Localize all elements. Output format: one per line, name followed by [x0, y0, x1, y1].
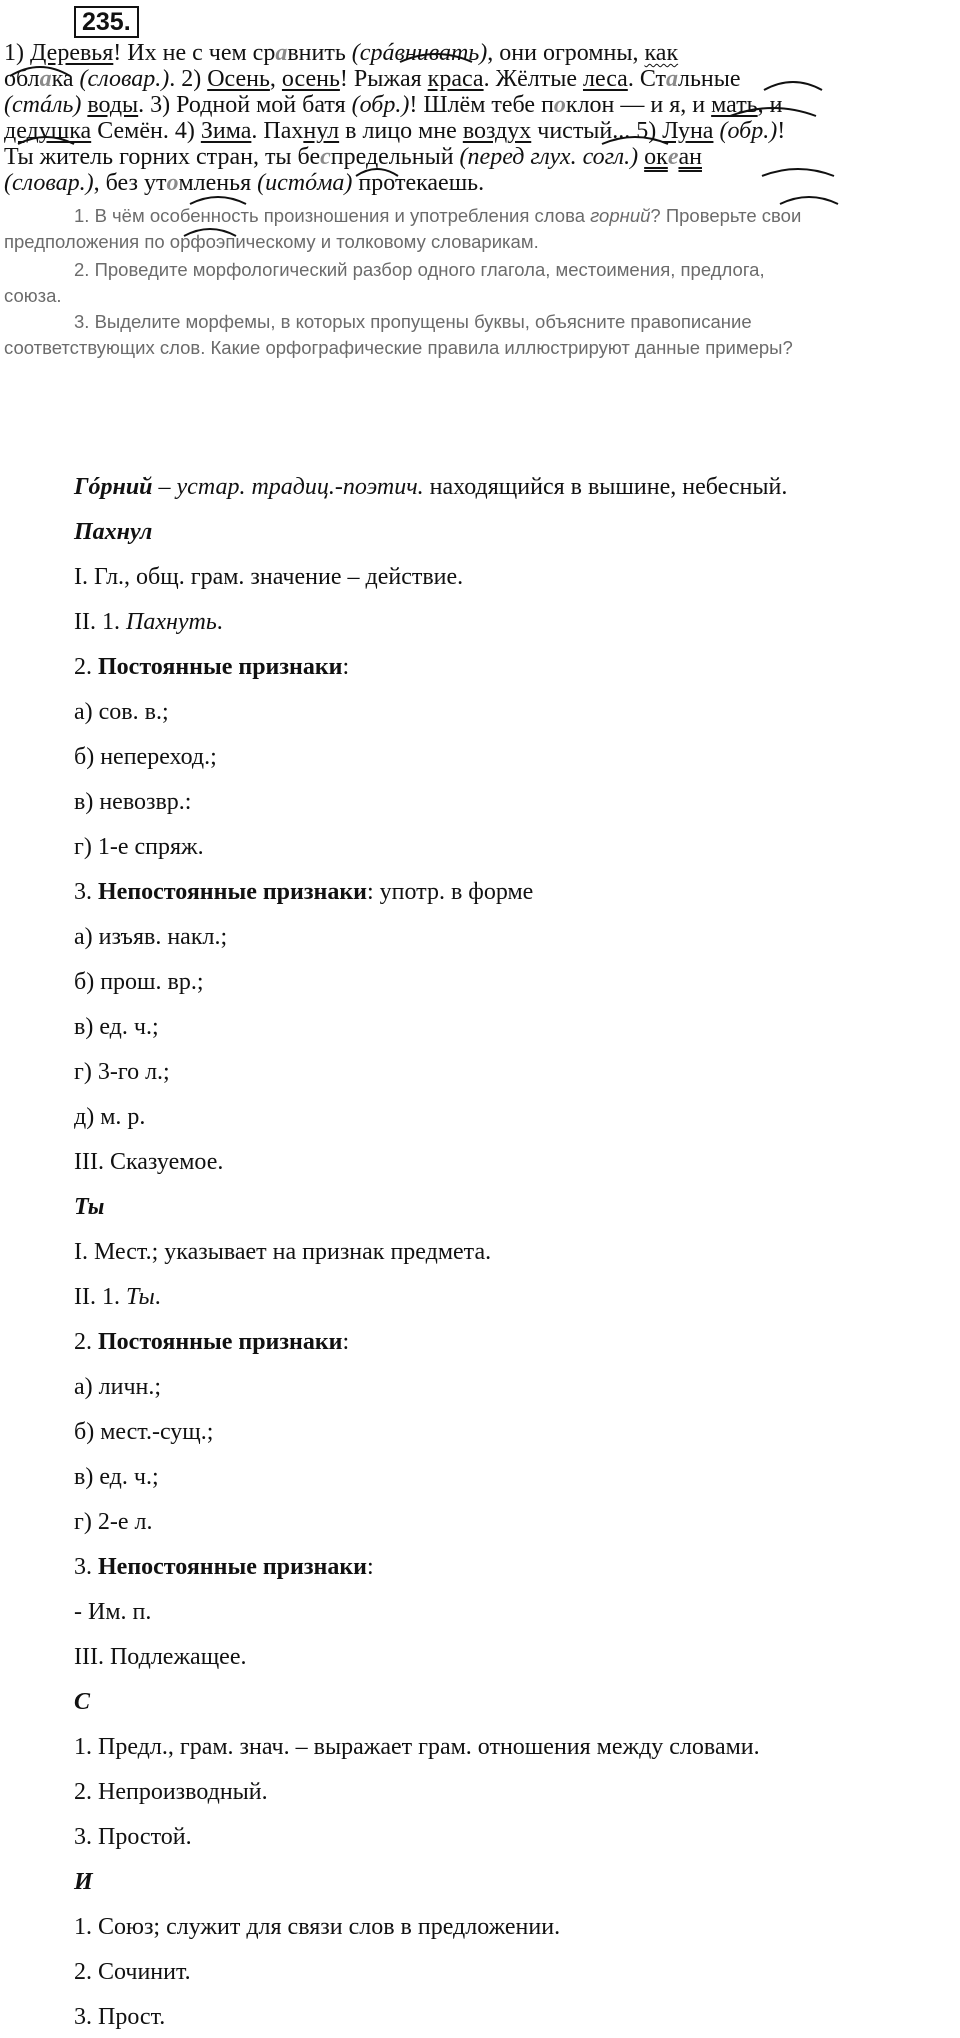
text-run: Семён. 4): [91, 118, 201, 144]
text-run: , они огромны,: [487, 40, 645, 66]
text-run: Гóрний: [74, 474, 153, 500]
answer-line: [74, 1867, 954, 1897]
text-run: 1. В чём особенность произношения и употребления слова: [74, 205, 591, 226]
inserted-letter: о: [166, 170, 179, 196]
inserted-letter: о: [553, 92, 566, 118]
root-arc-mark: [398, 46, 474, 64]
text-run: Постоянные признаки: [98, 654, 343, 680]
answer-line: [74, 877, 954, 907]
text-run: Деревья: [30, 40, 114, 66]
text-run: г) 1-е спряж.: [74, 834, 204, 860]
root-arc-mark: [600, 130, 670, 146]
text-run: II. 1.: [74, 609, 126, 635]
text-run: леса: [582, 66, 628, 92]
answer-line: [74, 472, 954, 502]
answer-line: [74, 1237, 954, 1267]
answer-line: [74, 1327, 954, 1357]
text-run: а) сов. в.;: [74, 699, 169, 725]
answer-line: [74, 1372, 954, 1402]
question-text: [4, 202, 956, 229]
answer-line: [74, 967, 954, 997]
text-run: ,: [269, 66, 282, 92]
text-run: , без ут: [93, 170, 167, 196]
text-run: нул: [303, 118, 340, 144]
text-run: горний: [590, 205, 651, 226]
text-run: б) мест.-сущ.;: [74, 1419, 214, 1445]
text-run: ок: [644, 144, 668, 170]
root-arc-mark: [762, 74, 824, 92]
text-run: 1): [4, 40, 30, 66]
text-run: краса: [427, 66, 484, 92]
text-run: 3. Прост.: [74, 2004, 166, 2030]
text-run: (перед глух. согл.): [459, 144, 639, 170]
text-run: Луна: [662, 118, 714, 144]
text-run: 1. Предл., грам. знач. – выражает грам. отношения между словами.: [74, 1734, 760, 1760]
text-run: 2.: [74, 1329, 98, 1355]
answer-line: [74, 1777, 954, 1807]
inserted-letter: а: [666, 66, 678, 92]
inserted-letter: а: [39, 66, 52, 92]
text-run: ! Их не с чем ср: [113, 40, 276, 66]
question-text-continuation: предположения по орфоэпическому и толковому словарикам.: [4, 231, 539, 252]
root-arc-mark: [16, 130, 76, 146]
text-run: :: [342, 654, 350, 680]
text-run: находящийся в вышине, небесный.: [423, 474, 788, 500]
text-run: . Пах: [251, 118, 304, 144]
text-run: :: [342, 1329, 350, 1355]
text-run: ? Проверьте свои: [650, 205, 802, 226]
text-run: 2. Проведите морфологический разбор одного глагола, местоимения, предлога,: [74, 259, 765, 280]
text-run: (истóма): [257, 170, 353, 196]
text-run: обл: [4, 66, 40, 92]
text-run: ! Рыжая: [339, 66, 428, 92]
text-run: ! Шлём тебе п: [409, 92, 554, 118]
text-run: б) неперех​од.;: [74, 744, 217, 770]
text-run: Непостоянные признаки: [98, 1554, 367, 1580]
answer-line: [74, 1057, 954, 1087]
text-run: (словар.): [4, 170, 94, 196]
text-run: в) ед. ч.;: [74, 1464, 159, 1490]
text-run: Пахнул: [74, 519, 153, 545]
text-run: . Ст: [627, 66, 666, 92]
text-run: 3. Простой.: [74, 1824, 192, 1850]
root-arc-mark: [778, 190, 840, 206]
text-run: Ты: [74, 1194, 105, 1220]
root-arc-mark: [354, 162, 400, 178]
answer-line: [74, 652, 954, 682]
answer-line: [74, 607, 954, 637]
answer-line: [74, 1462, 954, 1492]
root-arc-mark: [182, 222, 238, 238]
text-run: (срáвнивать): [351, 40, 488, 66]
text-run: д) м. р.: [74, 1104, 146, 1130]
text-run: 3.: [74, 879, 98, 905]
text-run: (словар.): [79, 66, 170, 92]
root-arc-mark: [728, 100, 818, 118]
text-run: чистый... 5): [531, 118, 663, 144]
text-run: 2. Сочинит.: [74, 1959, 191, 1985]
text-run: а) личн.;: [74, 1374, 162, 1400]
text-run: С: [74, 1689, 91, 1715]
text-run: как: [644, 40, 679, 66]
text-run: 3. Выделите морфемы, в которых пропущены буквы, объясните правописание: [74, 311, 752, 332]
text-run: ка: [51, 66, 80, 92]
text-run: III. Подлежащее.: [74, 1644, 247, 1670]
answer-line: [74, 1687, 954, 1717]
question-text-continuation: соответствующих слов. Какие орфографические правила иллюстрируют данные примеры?: [4, 337, 793, 358]
question-text-continuation: союза.: [4, 285, 62, 306]
question-text: [4, 308, 956, 335]
text-run: ан: [678, 144, 702, 170]
text-run: Пахнуть: [125, 609, 217, 635]
exercise-number: 235.: [74, 6, 139, 38]
text-run: (обр.): [351, 92, 410, 118]
text-run: – устар. традиц.-поэтич.: [152, 474, 424, 500]
answer-line: [74, 1507, 954, 1537]
answer-line: [74, 1102, 954, 1132]
answer-line: [74, 742, 954, 772]
text-run: протекаешь.: [352, 170, 485, 196]
text-run: б) прош. вр.;: [74, 969, 204, 995]
text-run: мать: [711, 92, 758, 118]
answer-line: [74, 517, 954, 547]
answer-line: [74, 922, 954, 952]
text-run: (обр.): [719, 118, 778, 144]
answer-line: [74, 1417, 954, 1447]
answer-line: [74, 1012, 954, 1042]
text-run: 3.: [74, 1554, 98, 1580]
text-run: в) ед. ч.;: [74, 1014, 159, 1040]
text-run: осень: [281, 66, 340, 92]
text-run: Зима: [200, 118, 252, 144]
text-run: . 3) Родной мой батя: [138, 92, 352, 118]
text-run: Непостоянные признаки: [98, 879, 367, 905]
answer-line: [74, 697, 954, 727]
text-run: III. Сказуемое.: [74, 1149, 224, 1175]
answer-line: [74, 1957, 954, 1987]
question-text: [4, 256, 956, 283]
answer-line: [74, 1642, 954, 1672]
text-run: I. Гл., общ. грам. значение – действие.: [74, 564, 464, 590]
root-arc-mark: [188, 190, 248, 206]
inserted-letter: с: [320, 144, 331, 170]
text-run: Ты житель горних стран, ты бе: [4, 144, 321, 170]
answer-line: [74, 2002, 954, 2032]
text-run: Ты: [125, 1284, 155, 1310]
answer-line: [74, 1822, 954, 1852]
text-run: льные: [678, 66, 741, 92]
text-run: .: [216, 609, 223, 635]
text-run: воздух: [462, 118, 532, 144]
text-run: в лицо мне: [339, 118, 463, 144]
text-run: Постоянные признаки: [98, 1329, 343, 1355]
answer-line: [74, 1147, 954, 1177]
text-run: г) 3-го л.;: [74, 1059, 170, 1085]
root-arc-mark: [8, 58, 72, 78]
text-run: внить: [287, 40, 352, 66]
text-run: :: [366, 1554, 374, 1580]
answer-line: [74, 1912, 954, 1942]
text-run: 2. Непроизводный.: [74, 1779, 268, 1805]
text-run: !: [777, 118, 786, 144]
answer-line: [74, 1282, 954, 1312]
text-run: а) изъяв. накл.;: [74, 924, 228, 950]
text-run: Осень: [207, 66, 270, 92]
text-run: . 2): [169, 66, 208, 92]
text-run: : употр. в форме: [366, 879, 534, 905]
inserted-letter: а: [275, 40, 288, 66]
text-run: дедушка: [4, 118, 92, 144]
text-run: 1. Союз; служит для связи слов в предложении.: [74, 1914, 561, 1940]
text-run: предельный: [330, 144, 460, 170]
text-run: - Им. п.: [74, 1599, 152, 1625]
text-run: воды: [87, 92, 139, 118]
answer-line: [74, 562, 954, 592]
answer-line: [74, 1732, 954, 1762]
answer-line: [74, 1192, 954, 1222]
root-arc-mark: [760, 162, 836, 178]
answer-line: [74, 787, 954, 817]
text-run: г) 2-е л.: [74, 1509, 153, 1535]
answer-line: [74, 1597, 954, 1627]
answer-line: [74, 1552, 954, 1582]
text-run: мленья: [178, 170, 258, 196]
text-run: .: [154, 1284, 161, 1310]
text-run: клон — и я, и: [565, 92, 712, 118]
text-run: 2.: [74, 654, 98, 680]
text-run: II. 1.: [74, 1284, 126, 1310]
text-run: , и: [757, 92, 783, 118]
text-run: в) невозвр.:: [74, 789, 192, 815]
text-run: . Жёлтые: [483, 66, 583, 92]
text-run: И: [74, 1869, 93, 1895]
text-run: (стáль): [4, 92, 82, 118]
text-run: I. Мест.; указывает на признак предмета.: [74, 1239, 492, 1265]
inserted-letter: е: [667, 144, 679, 170]
answer-line: [74, 832, 954, 862]
